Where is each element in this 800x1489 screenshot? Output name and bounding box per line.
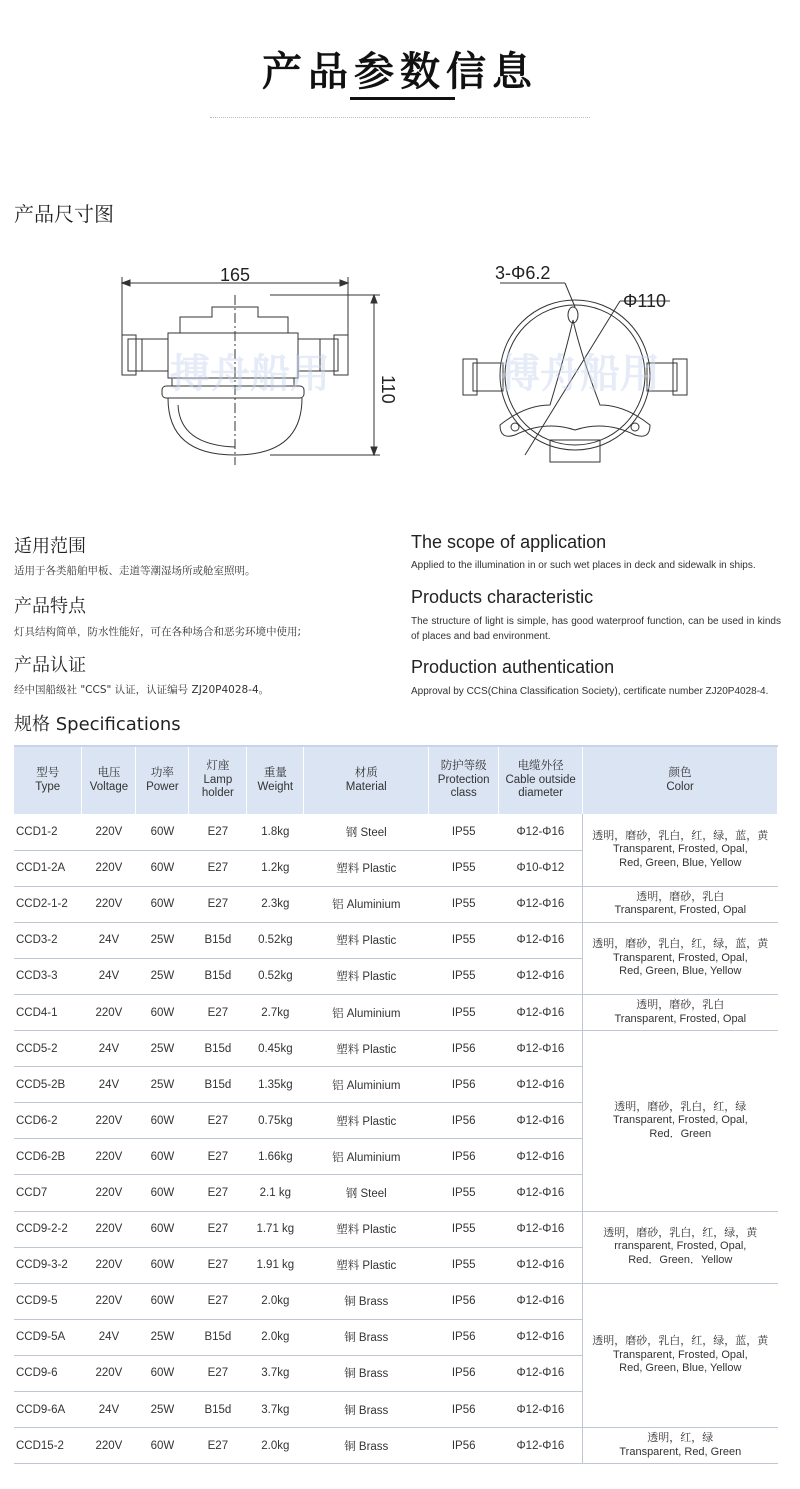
table-cell: B15d bbox=[189, 1031, 247, 1067]
application-cn bbox=[14, 532, 394, 579]
table-cell: 铝 Aluminium bbox=[304, 1067, 429, 1103]
table-cell: Φ12-Φ16 bbox=[499, 1031, 583, 1067]
specs-body bbox=[14, 814, 778, 1464]
color-line: Transparent, Frosted, Opal, bbox=[612, 951, 748, 964]
table-cell: 220V bbox=[82, 1211, 136, 1247]
table-cell: 塑料 Plastic bbox=[304, 1211, 429, 1247]
table-cell: 钢 Steel bbox=[304, 1175, 429, 1211]
table-cell: 60W bbox=[136, 850, 189, 886]
table-cell: 220V bbox=[82, 1428, 136, 1464]
table-cell: IP55 bbox=[429, 814, 499, 850]
header-type: 型号 Type bbox=[14, 746, 82, 814]
table-cell: 铝 Aluminium bbox=[304, 1139, 429, 1175]
table-cell: 2.0kg bbox=[247, 1283, 304, 1319]
specs-table bbox=[14, 745, 778, 1464]
header-weight: 重量 Weight bbox=[247, 746, 304, 814]
table-cell: 0.52kg bbox=[247, 958, 304, 994]
table-cell: 60W bbox=[136, 886, 189, 922]
characteristic-en-title: Products characteristic bbox=[411, 587, 594, 607]
table-row bbox=[14, 994, 778, 1030]
table-cell: 220V bbox=[82, 1283, 136, 1319]
characteristic-cn-title: 产品特点 bbox=[14, 596, 86, 617]
color-line: 透明，红，绿 bbox=[647, 1432, 714, 1445]
table-cell: 60W bbox=[136, 1283, 189, 1319]
table-cell: 60W bbox=[136, 1247, 189, 1283]
table-cell: 60W bbox=[136, 1175, 189, 1211]
table-cell: CCD4-1 bbox=[14, 994, 82, 1030]
color-line: Red, Green, Blue, Yellow bbox=[619, 856, 742, 869]
application-cn-title: 适用范围 bbox=[14, 536, 86, 557]
color-line: Transparent, Frosted, Opal, bbox=[612, 1114, 748, 1127]
table-cell: Φ12-Φ16 bbox=[499, 1428, 583, 1464]
table-cell: B15d bbox=[189, 1392, 247, 1428]
table-cell: IP56 bbox=[429, 1283, 499, 1319]
table-cell: 塑料 Plastic bbox=[304, 1031, 429, 1067]
table-cell: 3.7kg bbox=[247, 1392, 304, 1428]
color-line: Transparent, Red, Green bbox=[619, 1445, 742, 1458]
application-en bbox=[411, 532, 781, 573]
table-cell: 60W bbox=[136, 1211, 189, 1247]
table-cell: 24V bbox=[82, 1031, 136, 1067]
table-cell: E27 bbox=[189, 1247, 247, 1283]
table-cell: 铝 Aluminium bbox=[304, 994, 429, 1030]
table-cell: CCD9-5 bbox=[14, 1283, 82, 1319]
table-cell: 60W bbox=[136, 1103, 189, 1139]
table-cell: IP56 bbox=[429, 1031, 499, 1067]
table-cell: Φ12-Φ16 bbox=[499, 1247, 583, 1283]
watermark-left: 搏舟船用 bbox=[170, 351, 330, 397]
table-cell: 铜 Brass bbox=[304, 1392, 429, 1428]
table-cell: B15d bbox=[189, 1067, 247, 1103]
table-cell: IP55 bbox=[429, 958, 499, 994]
color-line: rransparent, Frosted, Opal, bbox=[614, 1240, 747, 1253]
color-line: 透明，磨砂，乳白，红，绿，黄 bbox=[603, 1226, 758, 1239]
header-protection: 防护等级 Protection class bbox=[429, 746, 499, 814]
table-cell: Φ12-Φ16 bbox=[499, 1392, 583, 1428]
table-cell: 25W bbox=[136, 1392, 189, 1428]
table-cell: E27 bbox=[189, 994, 247, 1030]
table-cell: 220V bbox=[82, 1139, 136, 1175]
table-cell: 25W bbox=[136, 958, 189, 994]
table-cell: 2.1 kg bbox=[247, 1175, 304, 1211]
table-cell: 3.7kg bbox=[247, 1355, 304, 1391]
table-cell: IP56 bbox=[429, 1067, 499, 1103]
certification-cn-title: 产品认证 bbox=[14, 655, 86, 676]
table-cell: Φ12-Φ16 bbox=[499, 1139, 583, 1175]
header-power: 功率 Power bbox=[136, 746, 189, 814]
table-cell: 220V bbox=[82, 814, 136, 850]
table-cell: E27 bbox=[189, 1139, 247, 1175]
table-cell: 220V bbox=[82, 886, 136, 922]
table-cell: Φ12-Φ16 bbox=[499, 1283, 583, 1319]
table-cell: 60W bbox=[136, 814, 189, 850]
table-cell: 塑料 Plastic bbox=[304, 958, 429, 994]
watermark-right: 搏舟船用 bbox=[500, 351, 660, 397]
certification-cn-text: 经中国船级社 "CCS" 认证，认证编号 ZJ20P4028-4。 bbox=[14, 684, 270, 696]
table-row bbox=[14, 1031, 778, 1067]
table-cell: B15d bbox=[189, 958, 247, 994]
table-cell: CCD5-2 bbox=[14, 1031, 82, 1067]
table-cell: CCD2-1-2 bbox=[14, 886, 82, 922]
characteristic-cn-text: 灯具结构简单，防水性能好，可在各种场合和恶劣环境中使用; bbox=[14, 626, 302, 638]
table-cell: 0.52kg bbox=[247, 922, 304, 958]
color-line: 透明，磨砂，乳白，红，绿，蓝，黄 bbox=[592, 1335, 769, 1348]
color-line: Red．Green．Yellow bbox=[628, 1253, 733, 1266]
table-cell: CCD1-2 bbox=[14, 814, 82, 850]
table-cell: 2.7kg bbox=[247, 994, 304, 1030]
table-cell: 24V bbox=[82, 922, 136, 958]
table-cell: CCD9-2-2 bbox=[14, 1211, 82, 1247]
table-cell: 24V bbox=[82, 1392, 136, 1428]
table-cell: IP55 bbox=[429, 1175, 499, 1211]
table-cell: IP55 bbox=[429, 1247, 499, 1283]
color-line: 透明，磨砂，乳白，红，绿，蓝，黄 bbox=[592, 938, 769, 951]
table-cell: B15d bbox=[189, 922, 247, 958]
table-cell: IP56 bbox=[429, 1103, 499, 1139]
table-cell: 220V bbox=[82, 994, 136, 1030]
application-cn-text: 适用于各类船舶甲板、走道等潮湿场所或舱室照明。 bbox=[14, 565, 256, 577]
table-row bbox=[14, 886, 778, 922]
application-en-text: Applied to the illumination in or such wet places in deck and sidewalk in ships. bbox=[411, 560, 756, 571]
application-en-title: The scope of application bbox=[411, 532, 607, 552]
table-cell: 铜 Brass bbox=[304, 1355, 429, 1391]
color-line: Transparent, Frosted, Opal, bbox=[612, 1348, 748, 1361]
characteristic-en bbox=[411, 587, 781, 644]
table-row bbox=[14, 814, 778, 850]
color-cell bbox=[583, 1031, 778, 1211]
table-cell: E27 bbox=[189, 1175, 247, 1211]
table-cell: B15d bbox=[189, 1319, 247, 1355]
table-cell: E27 bbox=[189, 1103, 247, 1139]
table-cell: Φ10-Φ12 bbox=[499, 850, 583, 886]
table-cell: Φ12-Φ16 bbox=[499, 814, 583, 850]
specs-title: 规格 Specifications bbox=[14, 714, 181, 735]
table-cell: Φ12-Φ16 bbox=[499, 1355, 583, 1391]
table-cell: 铜 Brass bbox=[304, 1319, 429, 1355]
table-row bbox=[14, 922, 778, 958]
height-dimension-label: 110 bbox=[378, 375, 398, 404]
table-cell: 220V bbox=[82, 1247, 136, 1283]
table-cell: IP55 bbox=[429, 886, 499, 922]
table-cell: CCD3-2 bbox=[14, 922, 82, 958]
table-cell: 1.91 kg bbox=[247, 1247, 304, 1283]
table-cell: Φ12-Φ16 bbox=[499, 1211, 583, 1247]
table-cell: 25W bbox=[136, 922, 189, 958]
table-cell: 塑料 Plastic bbox=[304, 850, 429, 886]
page-title: 产品参数信息 bbox=[262, 49, 538, 95]
table-cell: 24V bbox=[82, 1067, 136, 1103]
color-line: Red, Green, Blue, Yellow bbox=[619, 1362, 742, 1375]
table-cell: IP56 bbox=[429, 1355, 499, 1391]
table-cell: 钢 Steel bbox=[304, 814, 429, 850]
table-cell: IP56 bbox=[429, 1319, 499, 1355]
table-cell: 塑料 Plastic bbox=[304, 1247, 429, 1283]
table-cell: E27 bbox=[189, 1428, 247, 1464]
table-cell: CCD6-2 bbox=[14, 1103, 82, 1139]
table-cell: IP56 bbox=[429, 1139, 499, 1175]
header-material: 材质 Material bbox=[304, 746, 429, 814]
table-cell: 2.3kg bbox=[247, 886, 304, 922]
table-cell: 铝 Aluminium bbox=[304, 886, 429, 922]
header-lamp-holder: 灯座 Lamp holder bbox=[189, 746, 247, 814]
certification-en-title: Production authentication bbox=[411, 657, 615, 677]
table-cell: CCD9-3-2 bbox=[14, 1247, 82, 1283]
table-cell: CCD7 bbox=[14, 1175, 82, 1211]
color-cell bbox=[583, 886, 778, 922]
table-cell: 24V bbox=[82, 958, 136, 994]
certification-cn bbox=[14, 651, 394, 698]
table-cell: 60W bbox=[136, 1139, 189, 1175]
table-cell: 1.66kg bbox=[247, 1139, 304, 1175]
color-line: Transparent, Frosted, Opal, bbox=[612, 843, 748, 856]
table-cell: Φ12-Φ16 bbox=[499, 994, 583, 1030]
specs-header-row bbox=[14, 746, 778, 814]
color-line: 透明，磨砂，乳白 bbox=[636, 890, 725, 903]
table-cell: E27 bbox=[189, 1283, 247, 1319]
table-cell: 铜 Brass bbox=[304, 1428, 429, 1464]
table-cell: 1.35kg bbox=[247, 1067, 304, 1103]
table-cell: Φ12-Φ16 bbox=[499, 958, 583, 994]
table-row bbox=[14, 1283, 778, 1319]
table-cell: IP56 bbox=[429, 1428, 499, 1464]
table-cell: CCD3-3 bbox=[14, 958, 82, 994]
table-cell: CCD9-6 bbox=[14, 1355, 82, 1391]
color-cell bbox=[583, 1283, 778, 1427]
color-line: 透明，磨砂，乳白，红，绿 bbox=[614, 1100, 747, 1113]
table-cell: 220V bbox=[82, 1175, 136, 1211]
table-cell: 25W bbox=[136, 1319, 189, 1355]
color-cell bbox=[583, 814, 778, 886]
characteristic-cn bbox=[14, 592, 394, 640]
table-cell: 2.0kg bbox=[247, 1428, 304, 1464]
table-cell: 2.0kg bbox=[247, 1319, 304, 1355]
table-cell: 铜 Brass bbox=[304, 1283, 429, 1319]
table-cell: 1.8kg bbox=[247, 814, 304, 850]
table-cell: Φ12-Φ16 bbox=[499, 1067, 583, 1103]
color-cell bbox=[583, 922, 778, 994]
table-cell: Φ12-Φ16 bbox=[499, 886, 583, 922]
table-cell: 220V bbox=[82, 850, 136, 886]
table-cell: 220V bbox=[82, 1355, 136, 1391]
table-cell: 60W bbox=[136, 994, 189, 1030]
table-cell: 60W bbox=[136, 1355, 189, 1391]
color-line: 透明，磨砂，乳白 bbox=[636, 999, 725, 1012]
table-cell: E27 bbox=[189, 814, 247, 850]
color-line: Red, Green, Blue, Yellow bbox=[619, 965, 742, 978]
table-cell: 0.75kg bbox=[247, 1103, 304, 1139]
table-cell: 塑料 Plastic bbox=[304, 1103, 429, 1139]
table-cell: 1.2kg bbox=[247, 850, 304, 886]
table-cell: 25W bbox=[136, 1031, 189, 1067]
characteristic-en-text: The structure of light is simple, has good waterproof function, can be used in kinds of places and bad environment. bbox=[411, 616, 781, 642]
table-cell: IP56 bbox=[429, 1392, 499, 1428]
table-cell: 塑料 Plastic bbox=[304, 922, 429, 958]
color-cell bbox=[583, 994, 778, 1030]
width-dimension-label: 165 bbox=[220, 265, 251, 285]
color-line: Red．Green bbox=[649, 1127, 712, 1140]
table-row bbox=[14, 1211, 778, 1247]
diameter-dimension-label: Φ110 bbox=[623, 291, 667, 311]
table-cell: Φ12-Φ16 bbox=[499, 1103, 583, 1139]
table-cell: 220V bbox=[82, 1103, 136, 1139]
color-line: Transparent, Frosted, Opal bbox=[614, 1012, 747, 1025]
top-view-drawing bbox=[455, 255, 695, 480]
dimension-section-title: 产品尺寸图 bbox=[14, 202, 114, 226]
color-line: Transparent, Frosted, Opal bbox=[614, 904, 747, 917]
table-cell: Φ12-Φ16 bbox=[499, 1319, 583, 1355]
table-cell: CCD9-6A bbox=[14, 1392, 82, 1428]
certification-en bbox=[411, 657, 781, 699]
table-cell: Φ12-Φ16 bbox=[499, 922, 583, 958]
table-cell: 24V bbox=[82, 1319, 136, 1355]
title-underline bbox=[350, 97, 455, 100]
table-cell: 25W bbox=[136, 1067, 189, 1103]
table-cell: CCD15-2 bbox=[14, 1428, 82, 1464]
header-cable: 电缆外径 Cable outside diameter bbox=[499, 746, 583, 814]
table-cell: CCD9-5A bbox=[14, 1319, 82, 1355]
header-color: 颜色 Color bbox=[583, 746, 778, 814]
table-cell: IP55 bbox=[429, 922, 499, 958]
table-cell: IP55 bbox=[429, 994, 499, 1030]
table-cell: 60W bbox=[136, 1428, 189, 1464]
table-cell: CCD6-2B bbox=[14, 1139, 82, 1175]
certification-en-text: Approval by CCS(China Classification Society), certificate number ZJ20P4028-4. bbox=[411, 686, 769, 697]
table-cell: E27 bbox=[189, 886, 247, 922]
table-cell: E27 bbox=[189, 850, 247, 886]
table-cell: 1.71 kg bbox=[247, 1211, 304, 1247]
table-cell: E27 bbox=[189, 1355, 247, 1391]
title-divider bbox=[210, 117, 590, 119]
table-cell: CCD5-2B bbox=[14, 1067, 82, 1103]
color-line: 透明，磨砂，乳白，红，绿，蓝，黄 bbox=[592, 829, 769, 842]
table-cell: IP55 bbox=[429, 850, 499, 886]
table-cell: 0.45kg bbox=[247, 1031, 304, 1067]
color-cell bbox=[583, 1428, 778, 1464]
table-cell: IP55 bbox=[429, 1211, 499, 1247]
table-row bbox=[14, 1428, 778, 1464]
color-cell bbox=[583, 1211, 778, 1283]
table-cell: Φ12-Φ16 bbox=[499, 1175, 583, 1211]
holes-dimension-label: 3-Φ6.2 bbox=[495, 263, 551, 283]
table-cell: E27 bbox=[189, 1211, 247, 1247]
header-voltage: 电压 Voltage bbox=[82, 746, 136, 814]
table-cell: CCD1-2A bbox=[14, 850, 82, 886]
side-view-drawing bbox=[100, 255, 400, 480]
